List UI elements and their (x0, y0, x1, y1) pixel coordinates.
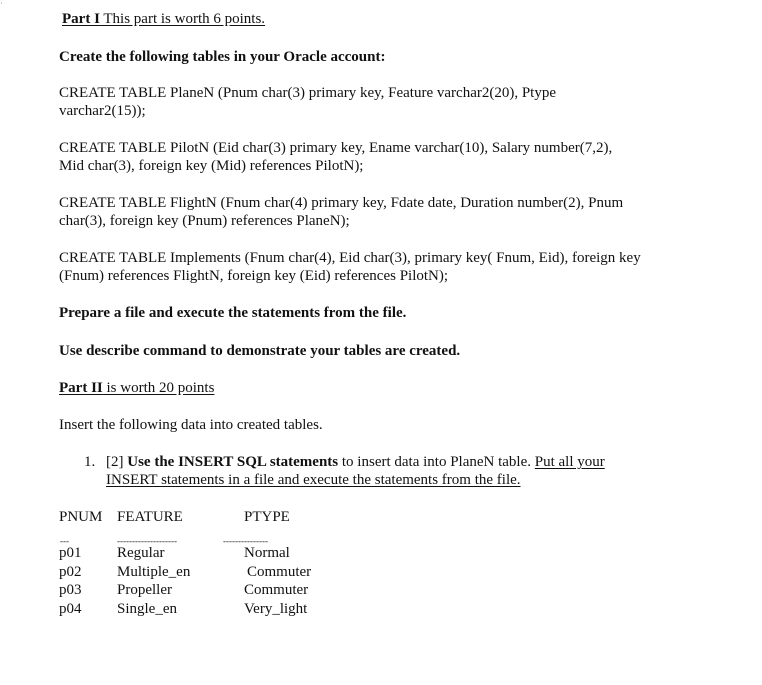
prepare-instruction: Prepare a file and execute the statements from the file. (59, 305, 407, 321)
table-cell: p01 (59, 545, 82, 561)
table-cell: p04 (59, 601, 82, 617)
create-pilotn-line2: Mid char(3), foreign key (Mid) references PilotN); (59, 158, 364, 174)
item1-line1 (106, 453, 605, 471)
table-dash-pnum: --- (60, 536, 69, 546)
create-flightn-line1: CREATE TABLE FlightN (Fnum char(4) primary key, Fdate date, Duration number(2), Pnum (59, 195, 624, 211)
table-header-pnum: PNUM (59, 509, 103, 525)
part2-heading-rest: is worth 20 points (102, 380, 215, 396)
table-cell: Multiple_en (117, 564, 191, 580)
part1-instruction: Create the following tables in your Oracle account: (59, 49, 386, 65)
item1-rest-text: to insert data into PlaneN table. (338, 454, 535, 470)
table-cell: Regular (117, 545, 165, 561)
create-flightn-line2: char(3), foreign key (Pnum) references PlaneN); (59, 213, 350, 229)
item1-number: 1. (84, 454, 96, 470)
create-planen-line1: CREATE TABLE PlaneN (Pnum char(3) primary key, Feature varchar2(20), Ptype (59, 85, 556, 101)
table-cell: Commuter (247, 564, 312, 580)
table-cell: Very_light (244, 601, 308, 617)
table-dash-ptype: --------------- (223, 536, 268, 546)
create-pilotn-line1: CREATE TABLE PilotN (Eid char(3) primary key, Ename varchar(10), Salary number(7,2), (59, 140, 613, 156)
item1-underlined-part2: INSERT statements in a file and execute the statements from the file. (106, 472, 521, 488)
table-header-ptype: PTYPE (244, 509, 290, 525)
create-implements-line1: CREATE TABLE Implements (Fnum char(4), Eid char(3), primary key( Fnum, Eid), foreign key (59, 250, 641, 266)
table-cell: Single_en (117, 601, 177, 617)
item1-underlined-part1: Put all your (534, 454, 605, 470)
part1-heading-bold: Part I (62, 11, 100, 27)
table-cell: Propeller (117, 582, 172, 598)
table-cell: p02 (59, 564, 82, 580)
corner-mark: · (0, 0, 3, 8)
part1-heading-rest: This part is worth 6 points. (99, 11, 266, 27)
create-planen-line2: varchar2(15)); (59, 103, 146, 119)
part1-heading (62, 10, 265, 28)
table-cell: Commuter (244, 582, 309, 598)
item1-bold-text: Use the INSERT SQL statements (127, 454, 339, 470)
table-dash-feature: -------------------- (117, 536, 177, 546)
create-implements-line2: (Fnum) references FlightN, foreign key (Eid) references PilotN); (59, 268, 449, 284)
table-header-feature: FEATURE (117, 509, 183, 525)
part2-heading (59, 379, 214, 397)
table-cell: p03 (59, 582, 82, 598)
table-cell: Normal (244, 545, 290, 561)
describe-instruction: Use describe command to demonstrate your tables are created. (59, 343, 461, 359)
part2-heading-bold: Part II (59, 380, 103, 396)
part2-intro: Insert the following data into created tables. (59, 417, 323, 433)
item1-points: [2] (106, 454, 124, 470)
